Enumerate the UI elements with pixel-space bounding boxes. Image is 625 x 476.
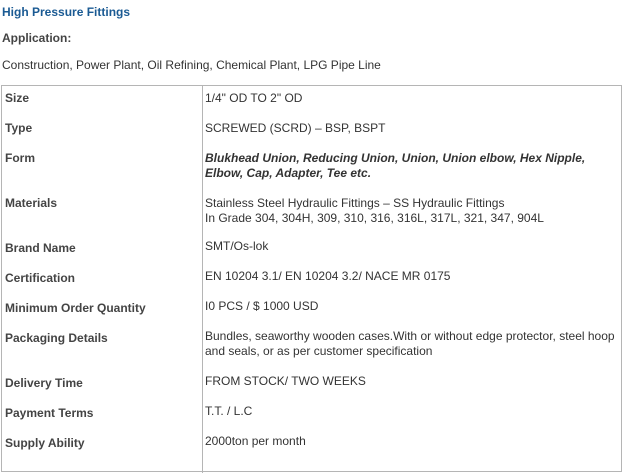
spec-value: T.T. / L.C <box>205 404 253 418</box>
spec-value: FROM STOCK/ TWO WEEKS <box>205 374 366 388</box>
spec-value: Blukhead Union, Reducing Union, Union, Union elbow, Hex Nipple, Elbow, Cap, Adapter, Tee etc. <box>205 151 586 180</box>
spec-value: EN 10204 3.1/ EN 10204 3.2/ NACE MR 0175 <box>205 269 451 283</box>
column-divider <box>202 86 203 473</box>
spec-label: Size <box>5 91 30 105</box>
spec-value: 1/4" OD TO 2" OD <box>205 91 303 105</box>
application-text: Construction, Power Plant, Oil Refining, Chemical Plant, LPG Pipe Line <box>2 58 381 72</box>
spec-label: Form <box>5 151 35 165</box>
spec-value: I0 PCS / $ 1000 USD <box>205 299 319 313</box>
spec-label: Brand Name <box>5 241 76 255</box>
spec-value-line: Stainless Steel Hydraulic Fittings – SS Hydraulic Fittings <box>205 196 505 210</box>
spec-label: Delivery Time <box>5 376 83 390</box>
page-title: High Pressure Fittings <box>2 5 131 19</box>
spec-label: Minimum Order Quantity <box>5 301 146 315</box>
spec-value: SMT/Os-lok <box>205 239 269 253</box>
spec-label: Materials <box>5 196 58 210</box>
spec-label: Supply Ability <box>5 436 85 450</box>
spec-label: Packaging Details <box>5 331 108 345</box>
spec-value: SCREWED (SCRD) – BSP, BSPT <box>205 121 386 135</box>
spec-table <box>1 85 622 472</box>
spec-value: 2000ton per month <box>205 434 306 448</box>
spec-value-line: In Grade 304, 304H, 309, 310, 316, 316L, 317L, 321, 347, 904L <box>205 211 544 225</box>
spec-label: Certification <box>5 271 76 285</box>
spec-value <box>205 196 617 226</box>
spec-label: Type <box>5 121 33 135</box>
application-heading: Application: <box>2 31 72 45</box>
spec-value: Bundles, seaworthy wooden cases.With or without edge protector, steel hoop and seals, or as per customer specification <box>205 329 615 358</box>
spec-label: Payment Terms <box>5 406 94 420</box>
